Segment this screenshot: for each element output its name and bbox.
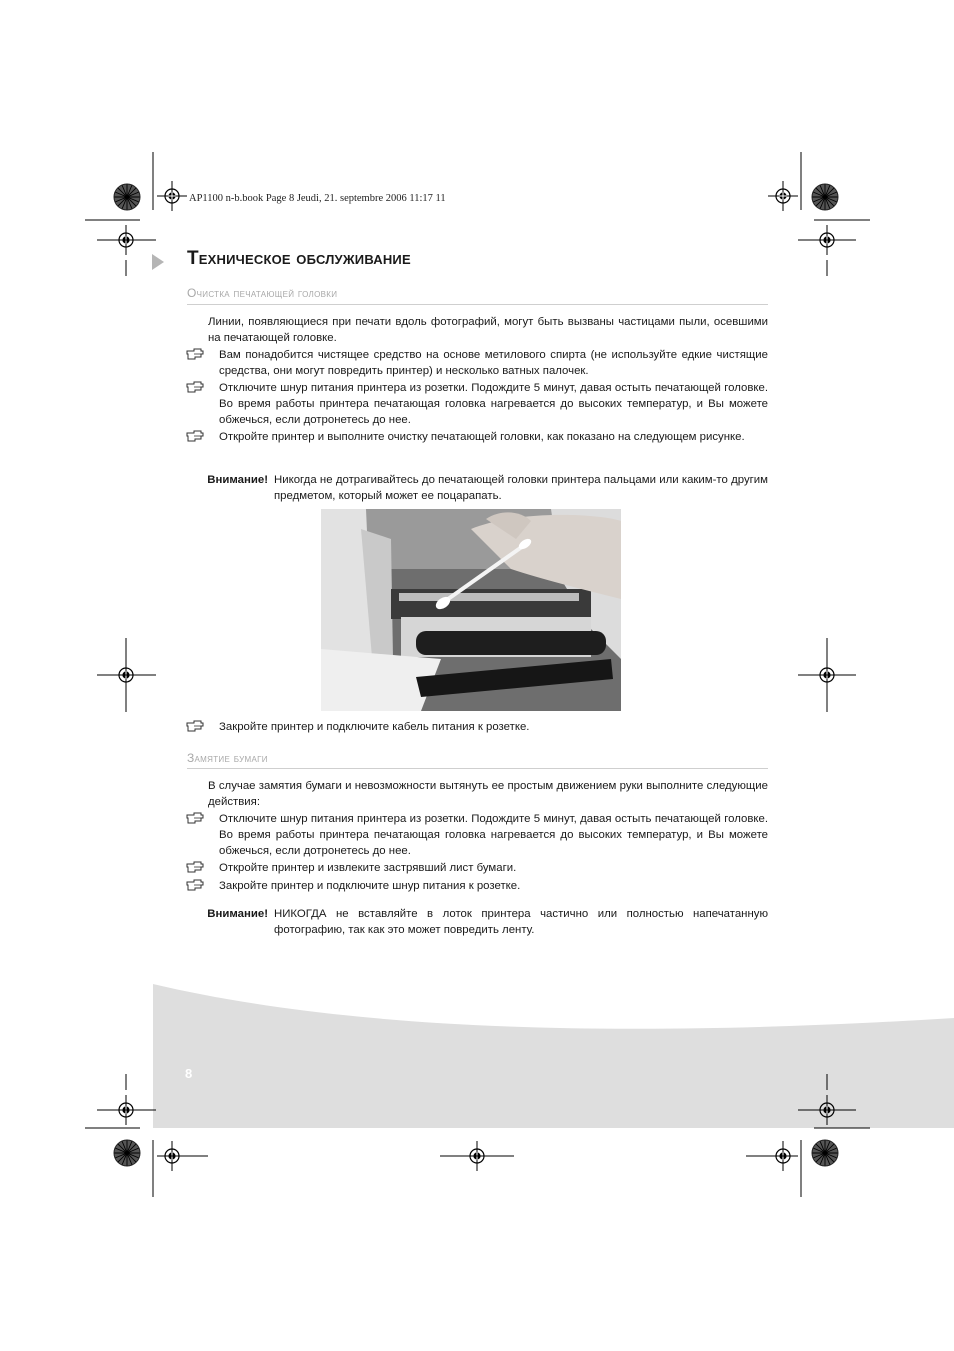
list-item	[186, 811, 768, 859]
section1-intro: Линии, появляющиеся при печати вдоль фотографий, могут быть вызваны частицами пыли, осевшими на печатающей головке.	[208, 316, 768, 344]
list-item-text: Отключите шнур питания принтера из розетки. Подождите 5 минут, давая остыть печатающей головке. Во время работы принтера печатающая головка нагревается до высоких температур, и Вы можете обжечься, если дотронетесь до нее.	[219, 382, 768, 426]
warning-note	[186, 472, 768, 504]
warning-text: НИКОГДА не вставляйте в лоток принтера частично или полностью напечатанную фотографию, так как это может повредить ленту.	[274, 908, 768, 936]
pointing-hand-icon	[186, 860, 204, 874]
list-item	[186, 380, 768, 428]
section-title-paper-jam: Замятие бумаги	[187, 751, 268, 765]
list-item-text: Отключите шнур питания принтера из розетки. Подождите 5 минут, давая остыть печатающей головке. Во время работы принтера печатающая головка нагревается до высоких температур, и Вы можете обжечься, если дотронетесь до нее.	[219, 813, 768, 857]
section-divider	[187, 304, 768, 305]
list-item-text: Вам понадобится чистящее средство на основе метилового спирта (не используйте едкие чистящие средства, они могут повредить принтер) и несколько ватных палочек.	[219, 349, 768, 377]
pointing-hand-icon	[186, 429, 204, 443]
section2-intro: В случае замятия бумаги и невозможности вытянуть ее простым движением руки выполните следующие действия:	[208, 780, 768, 808]
list-item	[186, 719, 768, 735]
list-item-text: Закройте принтер и подключите шнур питания к розетке.	[219, 880, 521, 892]
pointing-hand-icon	[186, 347, 204, 361]
pointing-hand-icon	[186, 878, 204, 892]
pointing-hand-icon	[186, 811, 204, 825]
list-item-text: Закройте принтер и подключите кабель питания к розетке.	[219, 721, 530, 733]
page-number: 8	[185, 1066, 193, 1081]
list-item-text: Откройте принтер и выполните очистку печатающей головки, как показано на следующем рисунке.	[219, 431, 745, 443]
list-item	[186, 347, 768, 379]
warning-label: Внимание!	[207, 474, 268, 486]
warning-text: Никогда не дотрагивайтесь до печатающей головки принтера пальцами или каким-то другим предметом, который может ее поцарапать.	[274, 474, 768, 502]
page-title: Техническое обслуживание	[187, 248, 411, 269]
list-item	[186, 429, 768, 461]
title-arrow-icon	[152, 254, 164, 270]
warning-label: Внимание!	[207, 908, 268, 920]
print-head-cleaning-photo	[321, 509, 621, 711]
list-item	[186, 878, 768, 894]
section-divider	[187, 768, 768, 769]
section-title-print-head-cleaning: Очистка печатающей головки	[187, 286, 338, 300]
pointing-hand-icon	[186, 380, 204, 394]
list-item-text: Откройте принтер и извлеките застрявший лист бумаги.	[219, 862, 517, 874]
pointing-hand-icon	[186, 719, 204, 733]
book-header-line: AP1100 n-b.book Page 8 Jeudi, 21. septembre 2006 11:17 11	[189, 193, 446, 204]
warning-note	[186, 906, 768, 938]
list-item	[186, 860, 768, 876]
